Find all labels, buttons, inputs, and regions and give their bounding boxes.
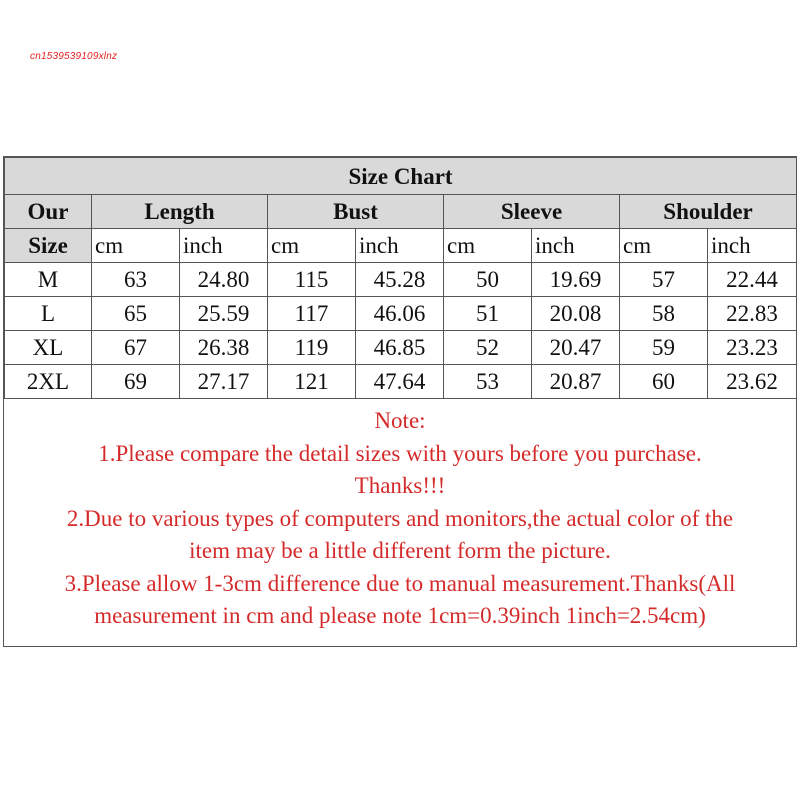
- table-cell: 53: [444, 365, 532, 399]
- table-cell: 51: [444, 297, 532, 331]
- unit-cm: cm: [92, 229, 180, 263]
- table-cell: 59: [620, 331, 708, 365]
- table-cell: 27.17: [180, 365, 268, 399]
- size-label: L: [5, 297, 92, 331]
- table-cell: 52: [444, 331, 532, 365]
- unit-inch: inch: [356, 229, 444, 263]
- unit-inch: inch: [532, 229, 620, 263]
- table-cell: 63: [92, 263, 180, 297]
- table-cell: 69: [92, 365, 180, 399]
- table-cell: 22.44: [708, 263, 797, 297]
- note-line: 1.Please compare the detail sizes with yours before you purchase.: [98, 440, 702, 466]
- watermark-text: cn1539539109xlnz: [30, 51, 118, 62]
- table-cell: 58: [620, 297, 708, 331]
- note-line: item may be a little different form the picture.: [189, 538, 611, 563]
- unit-inch: inch: [708, 229, 797, 263]
- table-cell: 65: [92, 297, 180, 331]
- table-cell: 119: [268, 331, 356, 365]
- table-cell: 19.69: [532, 263, 620, 297]
- size-label: 2XL: [5, 365, 92, 399]
- table-cell: 23.62: [708, 365, 797, 399]
- table-row: [5, 365, 797, 399]
- size-table: [4, 157, 797, 399]
- table-cell: 46.06: [356, 297, 444, 331]
- size-chart: [3, 156, 797, 647]
- header-bust: Bust: [268, 195, 444, 229]
- table-cell: 47.64: [356, 365, 444, 399]
- table-row: [5, 297, 797, 331]
- table-cell: 57: [620, 263, 708, 297]
- table-cell: 46.85: [356, 331, 444, 365]
- unit-cm: cm: [620, 229, 708, 263]
- table-cell: 121: [268, 365, 356, 399]
- table-cell: 50: [444, 263, 532, 297]
- table-cell: 24.80: [180, 263, 268, 297]
- table-cell: 22.83: [708, 297, 797, 331]
- notes-section: [4, 405, 796, 633]
- header-shoulder: Shoulder: [620, 195, 797, 229]
- header-length: Length: [92, 195, 268, 229]
- table-cell: 60: [620, 365, 708, 399]
- table-cell: 20.47: [532, 331, 620, 365]
- unit-inch: inch: [180, 229, 268, 263]
- table-row: [5, 263, 797, 297]
- size-label: XL: [5, 331, 92, 365]
- unit-cm: cm: [444, 229, 532, 263]
- table-cell: 67: [92, 331, 180, 365]
- header-sleeve: Sleeve: [444, 195, 620, 229]
- size-label: M: [5, 263, 92, 297]
- table-cell: 25.59: [180, 297, 268, 331]
- table-cell: 117: [268, 297, 356, 331]
- table-cell: 23.23: [708, 331, 797, 365]
- table-cell: 45.28: [356, 263, 444, 297]
- note-line: Thanks!!!: [354, 473, 446, 498]
- table-row: [5, 331, 797, 365]
- table-cell: 20.87: [532, 365, 620, 399]
- note-line: 3.Please allow 1-3cm difference due to manual measurement.Thanks(All: [64, 570, 736, 596]
- our-size-header-line1: Our: [5, 195, 92, 229]
- table-cell: 20.08: [532, 297, 620, 331]
- notes-heading: Note:: [374, 408, 426, 433]
- table-title: Size Chart: [5, 158, 797, 195]
- note-line: measurement in cm and please note 1cm=0.39inch 1inch=2.54cm): [94, 603, 706, 628]
- note-line: 2.Due to various types of computers and monitors,the actual color of the: [66, 505, 734, 531]
- unit-cm: cm: [268, 229, 356, 263]
- table-cell: 115: [268, 263, 356, 297]
- our-size-header-line2: Size: [5, 229, 92, 263]
- table-cell: 26.38: [180, 331, 268, 365]
